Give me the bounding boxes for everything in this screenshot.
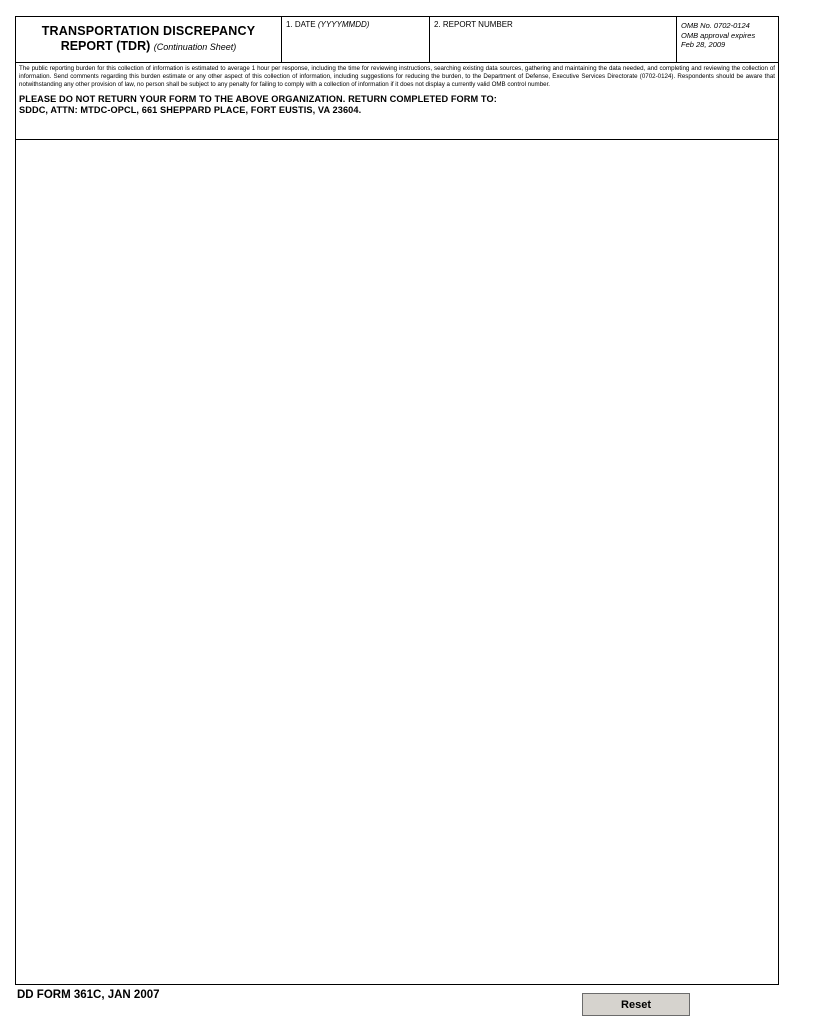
reset-button[interactable]: Reset xyxy=(582,993,690,1016)
burden-statement: The public reporting burden for this collection of information is estimated to average 1 hour per response, including the time for reviewing instructions, searching existing data sources, gathering and maintaining the data needed, and completing and reviewing the collection of information. Send comments regarding this burden estimate or any other aspect of this collection of information, including suggestions for reducing the burden, to the Department of Defense, Executive Services Directorate (0702-0124). Respondents should be aware that notwithstanding any other provision of law, no person shall be subject to any penalty for failing to comply with a collection of information if it does not display a currently valid OMB control number. xyxy=(19,65,775,88)
omb-expiry-date: Feb 28, 2009 xyxy=(681,40,726,49)
form-subtitle-italic: (Continuation Sheet) xyxy=(153,42,237,52)
date-field[interactable] xyxy=(286,30,425,45)
date-cell xyxy=(282,17,430,62)
tdr-continuation-form xyxy=(15,16,779,985)
date-label xyxy=(286,20,425,30)
form-number: DD FORM 361C, JAN 2007 xyxy=(17,989,160,1001)
report-number-field[interactable] xyxy=(434,30,672,45)
continuation-text-field[interactable] xyxy=(16,140,778,984)
return-warning: PLEASE DO NOT RETURN YOUR FORM TO THE ABOVE ORGANIZATION. RETURN COMPLETED FORM TO: xyxy=(19,94,497,104)
date-label-format: (YYYYMMDD) xyxy=(317,20,370,29)
return-address: SDDC, ATTN: MTDC-OPCL, 661 SHEPPARD PLACE, FORT EUSTIS, VA 23604. xyxy=(19,104,362,115)
date-label-number: 1. DATE xyxy=(286,20,316,29)
form-title: TRANSPORTATION DISCREPANCY xyxy=(41,24,256,38)
report-number-label: 2. REPORT NUMBER xyxy=(434,20,513,29)
form-subtitle-bold: REPORT (TDR) xyxy=(60,39,151,53)
omb-approval-label: OMB approval expires xyxy=(681,30,756,40)
omb-cell xyxy=(677,17,778,62)
form-subtitle xyxy=(16,39,281,55)
continuation-area xyxy=(16,139,778,984)
omb-number: OMB No. 0702-0124 xyxy=(681,21,750,30)
title-cell xyxy=(16,17,282,62)
report-number-cell xyxy=(430,17,677,62)
form-header xyxy=(16,17,778,63)
return-instructions xyxy=(16,89,778,117)
